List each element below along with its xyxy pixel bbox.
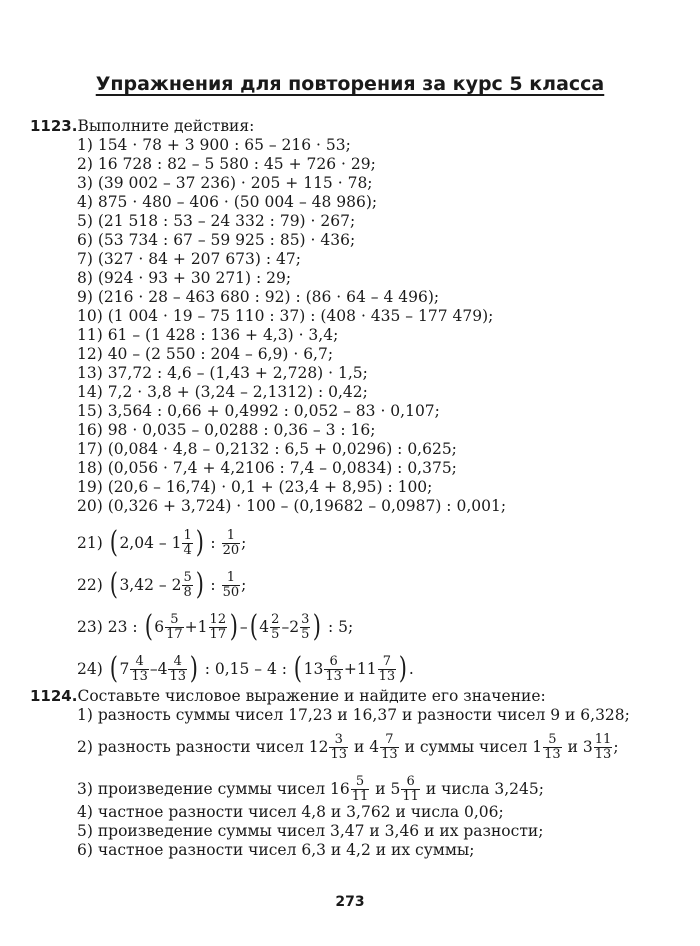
- fraction: 3 13: [330, 732, 348, 762]
- list-item: 17) (0,084 · 4,8 – 0,2132 : 6,5 + 0,0296) : 0,625;: [77, 440, 457, 458]
- list-item: 5) (21 518 : 53 – 24 332 : 79) · 267;: [77, 212, 356, 230]
- item-text: и: [353, 738, 365, 757]
- operator: –: [239, 617, 248, 636]
- mixed-whole: 2: [171, 575, 182, 594]
- mixed-whole: 4: [157, 659, 168, 678]
- punct: .: [408, 659, 414, 678]
- fraction: 6 13: [325, 653, 342, 684]
- list-item: 20) (0,326 + 3,724) · 100 – (0,19682 – 0,0987) : 0,001;: [77, 497, 507, 515]
- expr-term: 2,04 –: [119, 533, 167, 552]
- fraction: 11 13: [594, 732, 612, 762]
- list-item: 6) частное разности чисел 6,3 и 4,2 и их суммы;: [77, 841, 475, 859]
- fraction: 7 13: [378, 653, 396, 684]
- exercise-instruction: Выполните действия:: [77, 117, 255, 135]
- list-item-23: [77, 609, 354, 644]
- page-title: Упражнения для повторения за курс 5 класса: [95, 73, 605, 95]
- fraction: 3 5: [301, 611, 310, 642]
- fraction: 5 11: [351, 774, 369, 804]
- list-item-22: [77, 567, 247, 602]
- operator: :: [210, 575, 216, 594]
- list-item: 19) (20,6 – 16,74) · 0,1 + (23,4 + 8,95) : 100;: [77, 478, 433, 496]
- expr-term: 23 :: [107, 617, 138, 636]
- fraction: 6 11: [402, 774, 419, 804]
- list-item: 5) произведение суммы чисел 3,47 и 3,46 и их разности;: [77, 822, 544, 840]
- list-item: 6) (53 734 : 67 – 59 925 : 85) · 436;: [77, 231, 356, 249]
- list-item: 14) 7,2 · 3,8 + (3,24 – 2,1312) : 0,42;: [77, 383, 368, 401]
- item-text: 2) разность разности чисел: [77, 738, 304, 757]
- page-number: 273: [335, 894, 365, 910]
- operator: +: [343, 659, 357, 678]
- exercise-1124-list-tail: [77, 803, 543, 860]
- fraction: 1 20: [222, 527, 240, 558]
- item-text: и числа 3,245;: [425, 780, 544, 799]
- paren-open: (: [293, 651, 302, 686]
- operator: –: [281, 617, 290, 636]
- list-item: 15) 3,564 : 0,66 + 0,4992 : 0,052 – 83 · 0,107;: [77, 402, 440, 420]
- list-item: 12) 40 – (2 550 : 204 – 6,9) · 6,7;: [77, 345, 334, 363]
- paren-close: ): [195, 567, 204, 602]
- exercise-number: 1123.: [30, 117, 78, 135]
- list-item: 1) 154 · 78 + 3 900 : 65 – 216 · 53;: [77, 136, 351, 154]
- fraction: 5 13: [544, 732, 561, 762]
- item-text: и: [567, 738, 578, 757]
- operator: –: [149, 659, 158, 678]
- item-label: 24): [77, 659, 103, 678]
- mixed-whole: 2: [289, 617, 300, 636]
- list-item: 3) (39 002 – 37 236) · 205 + 115 · 78;: [77, 174, 373, 192]
- fraction: 12 17: [209, 611, 227, 642]
- mixed-whole: 4: [259, 617, 270, 636]
- paren-close: ): [398, 651, 408, 686]
- exercise-instruction: Составьте числовое выражение и найдите его значение:: [77, 687, 546, 705]
- item-text: и: [375, 780, 386, 799]
- mixed-whole: 5: [390, 780, 401, 799]
- operator: +: [184, 617, 198, 636]
- fraction: 4 13: [131, 653, 148, 684]
- mixed-whole: 1: [171, 533, 182, 552]
- mixed-whole: 1: [197, 617, 208, 636]
- expr-term: : 5;: [328, 617, 354, 636]
- list-item-21: [77, 525, 247, 560]
- item-label: 21): [77, 533, 103, 552]
- item-text: 3) произведение суммы чисел: [77, 780, 326, 799]
- operator: :: [210, 533, 216, 552]
- list-item: 13) 37,72 : 4,6 – (1,43 + 2,728) · 1,5;: [77, 364, 368, 382]
- paren-close: ): [189, 651, 198, 686]
- fraction: 5 8: [183, 569, 192, 600]
- list-item: 16) 98 · 0,035 – 0,0288 : 0,36 – 3 : 16;: [77, 421, 376, 439]
- list-item: 7) (327 · 84 + 207 673) : 47;: [77, 250, 301, 268]
- exercise-number: 1124.: [30, 687, 78, 705]
- item-label: 22): [77, 575, 103, 594]
- fraction: 1 50: [222, 569, 240, 600]
- fraction: 5 17: [166, 611, 183, 642]
- list-item: 1) разность суммы чисел 17,23 и 16,37 и разности чисел 9 и 6,328;: [77, 706, 630, 724]
- paren-close: ): [195, 525, 204, 560]
- expr-term: : 0,15 – 4 :: [204, 659, 287, 678]
- fraction: 1 4: [183, 527, 192, 558]
- exercise-1124-header: [30, 687, 546, 706]
- mixed-whole: 16: [329, 780, 350, 799]
- punct: ;: [241, 533, 247, 552]
- item-label: 23): [77, 617, 103, 636]
- list-item: 4) частное разности чисел 4,8 и 3,762 и числа 0,06;: [77, 803, 504, 821]
- list-item: [77, 733, 619, 762]
- fraction: 2 5: [271, 611, 280, 642]
- paren-open: (: [249, 609, 258, 644]
- list-item-24: [77, 651, 414, 686]
- mixed-whole: 4: [369, 738, 380, 757]
- list-item: 11) 61 – (1 428 : 136 + 4,3) · 3,4;: [77, 326, 339, 344]
- mixed-whole: 7: [119, 659, 130, 678]
- list-item: [77, 775, 544, 804]
- item-text: и суммы чисел: [404, 738, 528, 757]
- list-item: 4) 875 · 480 – 406 · (50 004 – 48 986);: [77, 193, 378, 211]
- paren-open: (: [109, 525, 118, 560]
- paren-open: (: [109, 651, 118, 686]
- exercise-1123-header: [30, 117, 254, 136]
- mixed-whole: 12: [308, 738, 329, 757]
- paren-open: (: [109, 567, 118, 602]
- exercise-1123-list: [77, 136, 506, 516]
- list-item: 2) 16 728 : 82 – 5 580 : 45 + 726 · 29;: [77, 155, 376, 173]
- mixed-whole: 1: [532, 738, 543, 757]
- mixed-whole: 6: [154, 617, 165, 636]
- paren-close: ): [313, 609, 322, 644]
- paren-close: ): [229, 609, 239, 644]
- mixed-whole: 11: [356, 659, 377, 678]
- punct: ;: [613, 738, 619, 757]
- mixed-whole: 13: [303, 659, 324, 678]
- list-item: 9) (216 · 28 – 463 680 : 92) : (86 · 64 – 4 496);: [77, 288, 440, 306]
- mixed-whole: 3: [582, 738, 593, 757]
- fraction: 7 13: [381, 732, 398, 762]
- expr-term: 3,42 –: [119, 575, 167, 594]
- list-item: 10) (1 004 · 19 – 75 110 : 37) : (408 · 435 – 177 479);: [77, 307, 494, 325]
- list-item: 18) (0,056 · 7,4 + 4,2106 : 7,4 – 0,0834) : 0,375;: [77, 459, 457, 477]
- fraction: 4 13: [169, 653, 187, 684]
- punct: ;: [241, 575, 247, 594]
- paren-open: (: [144, 609, 153, 644]
- list-item: 8) (924 · 93 + 30 271) : 29;: [77, 269, 292, 287]
